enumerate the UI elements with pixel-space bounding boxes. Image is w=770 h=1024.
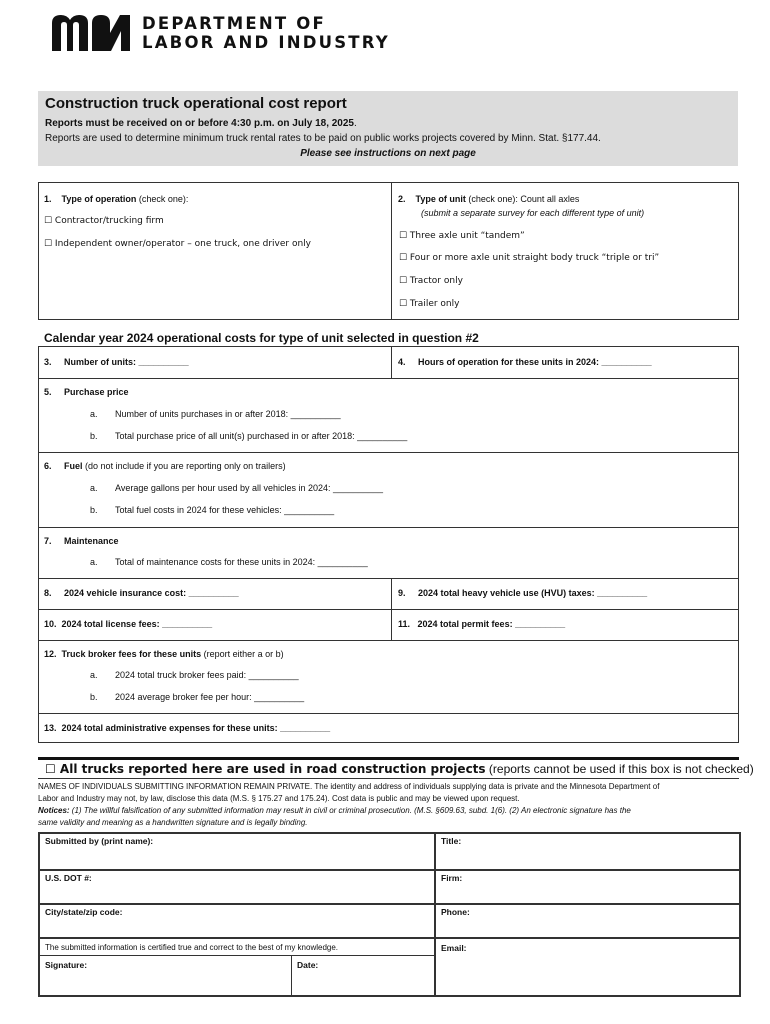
q6-label: 6. Fuel (do not include if you are reporting only on trailers) bbox=[44, 461, 286, 471]
mn-logo-icon bbox=[52, 15, 130, 51]
signature-table bbox=[38, 832, 741, 997]
q1-option-contractor[interactable]: ☐ Contractor/trucking firm bbox=[44, 216, 164, 226]
page-title: Construction truck operational cost report bbox=[45, 95, 347, 112]
deadline-text: Reports must be received on or before 4:30 p.m. on July 18, 2025. bbox=[45, 118, 357, 129]
instructions-note: Please see instructions on next page bbox=[300, 148, 476, 159]
q2-option-three-axle[interactable]: ☐ Three axle unit “tandem” bbox=[399, 231, 525, 241]
q4-hours-of-operation[interactable]: 4. Hours of operation for these units in 2024: __________ bbox=[398, 357, 652, 367]
org-line-1: DEPARTMENT OF bbox=[142, 14, 326, 33]
q1-label: 1. Type of operation (check one): bbox=[44, 194, 189, 204]
q2-subnote: (submit a separate survey for each different type of unit) bbox=[421, 208, 645, 218]
q12-label: 12. Truck broker fees for these units (report either a or b) bbox=[44, 649, 284, 659]
q12a-broker-fees-paid[interactable]: a. 2024 total truck broker fees paid: __________ bbox=[90, 670, 299, 680]
email-field[interactable]: Email: bbox=[441, 943, 467, 953]
q11-permit-fees[interactable]: 11. 2024 total permit fees: __________ bbox=[398, 619, 566, 629]
q2-option-tractor[interactable]: ☐ Tractor only bbox=[399, 276, 463, 286]
q6b-total-fuel-costs[interactable]: b. Total fuel costs in 2024 for these vehicles: __________ bbox=[90, 505, 335, 515]
q2-option-four-axle[interactable]: ☐ Four or more axle unit straight body truck “triple or tri” bbox=[399, 253, 660, 263]
q10-license-fees[interactable]: 10. 2024 total license fees: __________ bbox=[44, 619, 213, 629]
title-box bbox=[38, 91, 738, 166]
submitted-by-field[interactable]: Submitted by (print name): bbox=[45, 836, 154, 846]
q6a-average-gallons[interactable]: a. Average gallons per hour used by all vehicles in 2024: __________ bbox=[90, 483, 384, 493]
q13-administrative-expenses[interactable]: 13. 2024 total administrative expenses for these units: __________ bbox=[44, 723, 331, 733]
usdot-field[interactable]: U.S. DOT #: bbox=[45, 873, 92, 883]
q2-option-trailer[interactable]: ☐ Trailer only bbox=[399, 299, 460, 309]
q5b-total-purchase-price[interactable]: b. Total purchase price of all unit(s) purchased in or after 2018: __________ bbox=[90, 431, 408, 441]
q5-label: 5. Purchase price bbox=[44, 387, 129, 397]
purpose-text: Reports are used to determine minimum truck rental rates to be paid on public works projects covered by Minn. Stat. §177.44. bbox=[45, 133, 601, 144]
certification-statement: The submitted information is certified true and correct to the best of my knowledge. bbox=[45, 943, 339, 952]
header-logo bbox=[52, 14, 390, 52]
section-title: Calendar year 2024 operational costs for type of unit selected in question #2 bbox=[44, 331, 479, 345]
signature-field[interactable]: Signature: bbox=[45, 960, 88, 970]
q5a-units-purchased[interactable]: a. Number of units purchases in or after 2018: __________ bbox=[90, 409, 341, 419]
q7-label: 7. Maintenance bbox=[44, 536, 119, 546]
road-construction-checkbox[interactable]: ☐ All trucks reported here are used in road construction projects (reports cannot be used if this box is not checked) bbox=[45, 762, 754, 776]
date-field[interactable]: Date: bbox=[297, 960, 319, 970]
costs-table bbox=[38, 346, 739, 743]
city-state-zip-field[interactable]: City/state/zip code: bbox=[45, 907, 123, 917]
q12b-broker-fee-per-hour[interactable]: b. 2024 average broker fee per hour: __________ bbox=[90, 692, 305, 702]
org-line-2: LABOR AND INDUSTRY bbox=[142, 33, 390, 52]
q1-option-independent[interactable]: ☐ Independent owner/operator – one truck, one driver only bbox=[44, 239, 312, 249]
q9-hvu-taxes[interactable]: 9. 2024 total heavy vehicle use (HVU) taxes: __________ bbox=[398, 588, 648, 598]
q3-number-of-units[interactable]: 3. Number of units: __________ bbox=[44, 357, 189, 367]
q2-label: 2. Type of unit (check one): Count all axles bbox=[398, 194, 580, 204]
q8-insurance-cost[interactable]: 8. 2024 vehicle insurance cost: __________ bbox=[44, 588, 239, 598]
privacy-notice: NAMES OF INDIVIDUALS SUBMITTING INFORMATION REMAIN PRIVATE. The identity and address of individuals supplying data is private and the Minnesota Department of Labor and Industry may not, by law, disclose this data (M.S. § 175.27 and 175.24). Cost data is public and may be viewed upon request. Notices: (1) The willful falsification of any submitted information may result in civil or criminal prosecution. (M.S. §609.63, subd. 1(6). (2) An electronic signature has the same validity and meaning as a handwritten signature and is legally binding. bbox=[38, 782, 660, 827]
q7a-maintenance-costs[interactable]: a. Total of maintenance costs for these units in 2024: __________ bbox=[90, 557, 368, 567]
phone-field[interactable]: Phone: bbox=[441, 907, 470, 917]
title-field[interactable]: Title: bbox=[441, 836, 462, 846]
firm-field[interactable]: Firm: bbox=[441, 873, 463, 883]
org-name bbox=[142, 14, 390, 52]
